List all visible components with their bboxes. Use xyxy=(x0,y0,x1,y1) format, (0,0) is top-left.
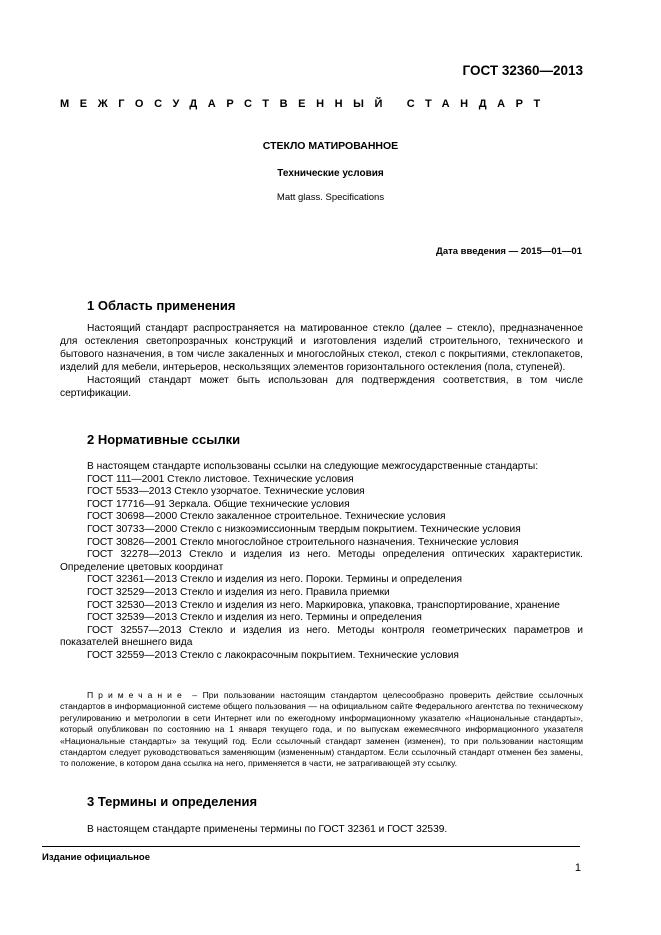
section-1-heading: 1 Область применения xyxy=(87,298,236,313)
reference-item: ГОСТ 30733—2000 Стекло с низкоэмиссионным твердым покрытием. Технические условия xyxy=(87,523,521,535)
reference-item: ГОСТ 111—2001 Стекло листовое. Технические условия xyxy=(87,473,354,485)
official-edition-label: Издание официальное xyxy=(42,852,150,863)
normative-references-list xyxy=(60,461,583,663)
reference-item: ГОСТ 30826—2001 Стекло многослойное строительного назначения. Технические условия xyxy=(87,536,519,548)
reference-item: ГОСТ 32278—2013 Стекло и изделия из него. Методы определения оптических характеристик. Определение цветовых координат xyxy=(60,549,583,573)
introduction-date: Дата введения — 2015—01—01 xyxy=(436,246,582,257)
gost-number: ГОСТ 32360—2013 xyxy=(462,63,583,78)
interstate-standard-label: МЕЖГОСУДАРСТВЕННЫЙ СТАНДАРТ xyxy=(60,98,551,110)
reference-item: ГОСТ 32539—2013 Стекло и изделия из него. Термины и определения xyxy=(87,612,422,624)
section-2-heading: 2 Нормативные ссылки xyxy=(87,432,241,447)
reference-item: ГОСТ 32530—2013 Стекло и изделия из него. Маркировка, упаковка, транспортирование, хранение xyxy=(87,599,560,611)
section-1-paragraph: Настоящий стандарт может быть использован для подтверждения соответствия, в том числе сертификации. xyxy=(60,375,583,399)
page-number: 1 xyxy=(574,862,581,874)
reference-item: ГОСТ 32529—2013 Стекло и изделия из него. Правила приемки xyxy=(87,586,390,598)
footer-divider xyxy=(42,846,580,847)
reference-item: ГОСТ 30698—2000 Стекло закаленное строительное. Технические условия xyxy=(87,511,446,523)
note-label: Примечание xyxy=(87,690,187,700)
section-3-body: В настоящем стандарте применены термины по ГОСТ 32361 и ГОСТ 32539. xyxy=(87,824,448,835)
reference-item: ГОСТ 32559—2013 Стекло с лакокрасочным покрытием. Технические условия xyxy=(87,649,459,661)
document-subtitle: Технические условия xyxy=(277,168,384,179)
reference-item: ГОСТ 32557—2013 Стекло и изделия из него. Методы контроля геометрических параметров и показателей внешнего вида xyxy=(60,624,583,649)
reference-item: ГОСТ 17716—91 Зеркала. Общие технические условия xyxy=(87,498,350,510)
reference-item: ГОСТ 32361—2013 Стекло и изделия из него. Пороки. Термины и определения xyxy=(87,574,462,586)
references-lead: В настоящем стандарте использованы ссылки на следующие межгосударственные стандарты: xyxy=(87,461,539,472)
section-3-heading: 3 Термины и определения xyxy=(87,794,258,809)
english-title: Matt glass. Specifications xyxy=(276,192,385,203)
section-1-body xyxy=(60,322,583,400)
section-1-paragraph: Настоящий стандарт распространяется на матированное стекло (далее – стекло), предназначенное для остекления светопрозрачных конструкций и изготовления изделий строительного, технического и бытового назначения, в том числе закаленных и многослойных стекол, стекол с покрытиями, стеклопакетов, изделий для мебели, интерьеров, нескользящих элементов горизонтального остекления (пола, ступеней). xyxy=(60,323,583,373)
document-title: СТЕКЛО МАТИРОВАННОЕ xyxy=(262,140,399,152)
note-text: – При пользовании настоящим стандартом целесообразно проверить действие ссылочных стандартов в информационной системе общего пользования — на официальном сайте Федерального агентства по техническому регулированию и метрологии в сети Интернет или по ежегодному информационному указателю «Национальные стандарты», который опубликован по состоянию на 1 января текущего года, и по выпускам ежемесячного информационного указателя «Национальные стандарты» за текущий год. Если ссылочный стандарт заменен (изменен), то при пользовании настоящим стандартом следует руководствоваться заменяющим (измененным) стандартом. Если ссылочный стандарт отменен без замены, то положение, в котором дана ссылка на него, применяется в части, не затрагивающей эту ссылку. xyxy=(60,690,583,769)
references-note xyxy=(60,690,583,770)
reference-item: ГОСТ 5533—2013 Стекло узорчатое. Технические условия xyxy=(87,486,365,498)
